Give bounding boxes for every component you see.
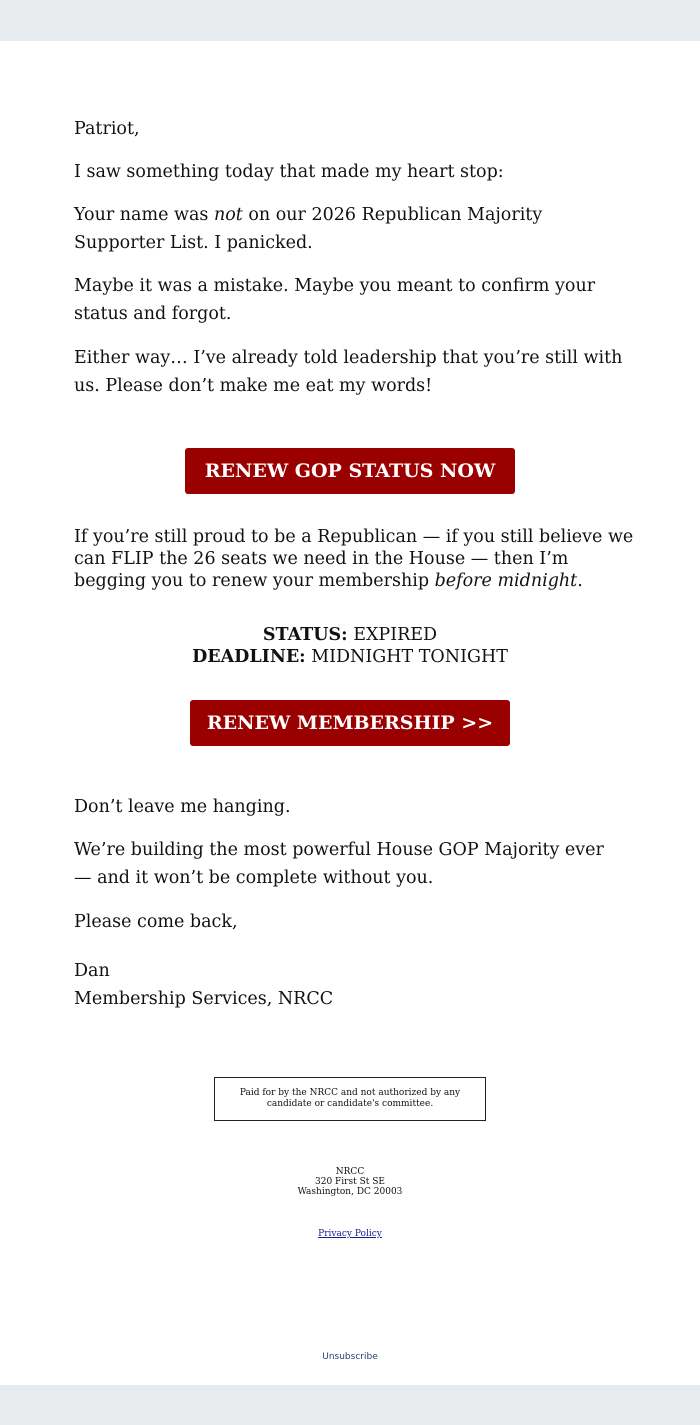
- paragraph-name-missing: [74, 201, 626, 257]
- emphasis-not: not: [213, 205, 243, 225]
- address-city: Washington, DC 20003: [297, 1187, 403, 1197]
- email-canvas: [0, 41, 700, 1385]
- greeting: Patriot,: [74, 119, 140, 139]
- disclaimer-text: Paid for by the NRCC and not authorized by any candidate or candidate's committee.: [239, 1088, 461, 1109]
- unsubscribe-row: [0, 1352, 700, 1363]
- status-block: [74, 624, 626, 668]
- paragraph-mistake: Maybe it was a mistake. Maybe you meant to confirm your status and forgot.: [74, 276, 596, 324]
- text-segment: .: [577, 571, 583, 591]
- paragraph-heart-stop: I saw something today that made my heart stop:: [74, 162, 504, 182]
- emphasis-before-midnight: before midnight: [434, 571, 578, 591]
- paragraph-flip-seats: [74, 526, 634, 592]
- signature-name: Dan: [74, 961, 110, 981]
- deadline-value: MIDNIGHT TONIGHT: [305, 647, 508, 667]
- deadline-line: [74, 646, 626, 668]
- status-value: EXPIRED: [347, 625, 438, 645]
- address-org: NRCC: [335, 1167, 365, 1177]
- status-line: [74, 624, 626, 646]
- paragraph-leadership: Either way… I’ve already told leadership that you’re still with us. Please don’t make me eat my words!: [74, 348, 623, 396]
- unsubscribe-link[interactable]: Unsubscribe: [322, 1352, 378, 1362]
- text-segment: on our 2026 Republican Majority Supporter List. I panicked.: [74, 205, 543, 253]
- closing: Please come back,: [74, 912, 238, 932]
- renew-membership-button[interactable]: RENEW MEMBERSHIP >>: [190, 700, 510, 746]
- mailing-address: [0, 1167, 700, 1197]
- text-segment: If you’re still proud to be a Republican — if you still believe we can FLIP the 26 seats we need in the House — then I’m begging you to renew your membership: [74, 527, 634, 591]
- status-label: STATUS:: [262, 625, 348, 645]
- paragraph-majority: We’re building the most powerful House GOP Majority ever — and it won’t be complete without you.: [74, 840, 604, 888]
- renew-gop-status-button[interactable]: RENEW GOP STATUS NOW: [185, 448, 515, 494]
- paragraph-hanging: Don’t leave me hanging.: [74, 797, 291, 817]
- privacy-policy-link[interactable]: Privacy Policy: [318, 1229, 382, 1239]
- privacy-row: [0, 1229, 700, 1239]
- deadline-label: DEADLINE:: [192, 647, 306, 667]
- signature-title: Membership Services, NRCC: [74, 989, 334, 1009]
- address-street: 320 First St SE: [315, 1177, 385, 1187]
- text-segment: Your name was: [74, 205, 214, 225]
- paid-for-disclaimer: [214, 1077, 486, 1121]
